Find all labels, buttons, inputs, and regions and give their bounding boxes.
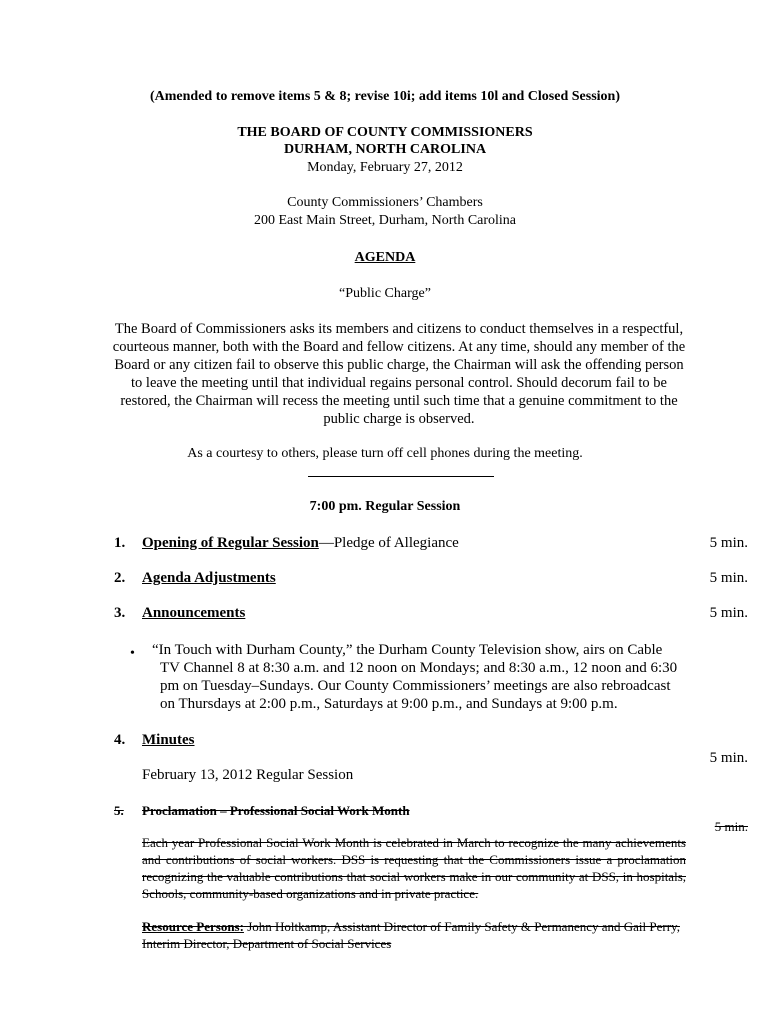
venue: County Commissioners’ Chambers <box>287 195 483 210</box>
item-3-title: Announcements <box>142 605 246 621</box>
announcement-line: on Thursdays at 2:00 p.m., Saturdays at 9:00 p.m., and Sundays at 9:00 p.m. <box>160 696 618 712</box>
item-5-title: Proclamation – Professional Social Work Month <box>142 803 410 818</box>
item-5-time: 5 min. <box>714 819 748 834</box>
address: 200 East Main Street, Durham, North Carolina <box>253 213 517 228</box>
item-5-resources <box>142 918 686 952</box>
announcement-line: “In Touch with Durham County,” the Durham County Television show, airs on Cable <box>152 642 663 658</box>
item-4-time: 5 min. <box>709 750 748 766</box>
item-1-suffix: —Pledge of Allegiance <box>318 535 459 551</box>
item-4-number: 4. <box>114 732 126 748</box>
location-title: DURHAM, NORTH CAROLINA <box>283 142 487 157</box>
announcement-line: pm on Tuesday–Sundays. Our County Commissioners’ meetings are also rebroadcast <box>160 678 671 694</box>
divider <box>308 476 494 477</box>
bullet-icon: • <box>130 646 135 661</box>
session-title: 7:00 pm. Regular Session <box>309 499 461 514</box>
item-1-number: 1. <box>114 535 126 551</box>
item-2-time: 5 min. <box>709 570 748 586</box>
item-1-title: Opening of Regular Session <box>142 535 319 551</box>
item-4-detail: February 13, 2012 Regular Session <box>142 767 354 783</box>
item-1-heading <box>142 535 459 552</box>
item-2-number: 2. <box>114 570 126 586</box>
courtesy-note: As a courtesy to others, please turn off cell phones during the meeting. <box>187 446 583 461</box>
item-3-time: 5 min. <box>709 605 748 621</box>
public-charge-text: The Board of Commissioners asks its members and citizens to conduct themselves in a respectful, courteous manner, both with the Board and fellow citizens. At any time, should any member of the Board or any citizen fail to observe this public charge, the Chairman will ask the offending person to leave the meeting until that individual regains personal control. Should decorum fail to be restored, the Chairman will recess the meeting until such time that a genuine commitment to the public charge is observed. <box>112 321 686 427</box>
resource-label: Resource Persons: <box>142 919 244 934</box>
announcement-text <box>152 641 692 713</box>
board-title: THE BOARD OF COUNTY COMMISSIONERS <box>237 125 533 140</box>
public-charge-title: “Public Charge” <box>339 286 431 301</box>
resource-text: John Holtkamp, Assistant Director of Family Safety & Permanency and Gail Perry, Interim Director, Department of Social Services <box>142 919 680 951</box>
item-5-description: Each year Professional Social Work Month is celebrated in March to recognize the many achievements and contributions of social workers. DSS is requesting that the Commissioners issue a proclamation recognizing the valuable contributions that social workers make in our community at DSS, in hospitals, Schools, community-based organizations and in private practice. <box>142 835 686 901</box>
item-5-number: 5. <box>114 803 124 818</box>
agenda-title: AGENDA <box>354 250 416 265</box>
item-3-number: 3. <box>114 605 126 621</box>
item-2-title: Agenda Adjustments <box>142 570 276 586</box>
announcement-line: TV Channel 8 at 8:30 a.m. and 12 noon on Mondays; and 8:30 a.m., 12 noon and 6:30 <box>160 660 678 676</box>
meeting-date: Monday, February 27, 2012 <box>307 160 463 175</box>
amendment-note: (Amended to remove items 5 & 8; revise 10i; add items 10l and Closed Session) <box>149 89 620 104</box>
item-1-time: 5 min. <box>709 535 748 551</box>
item-4-title: Minutes <box>142 732 195 748</box>
